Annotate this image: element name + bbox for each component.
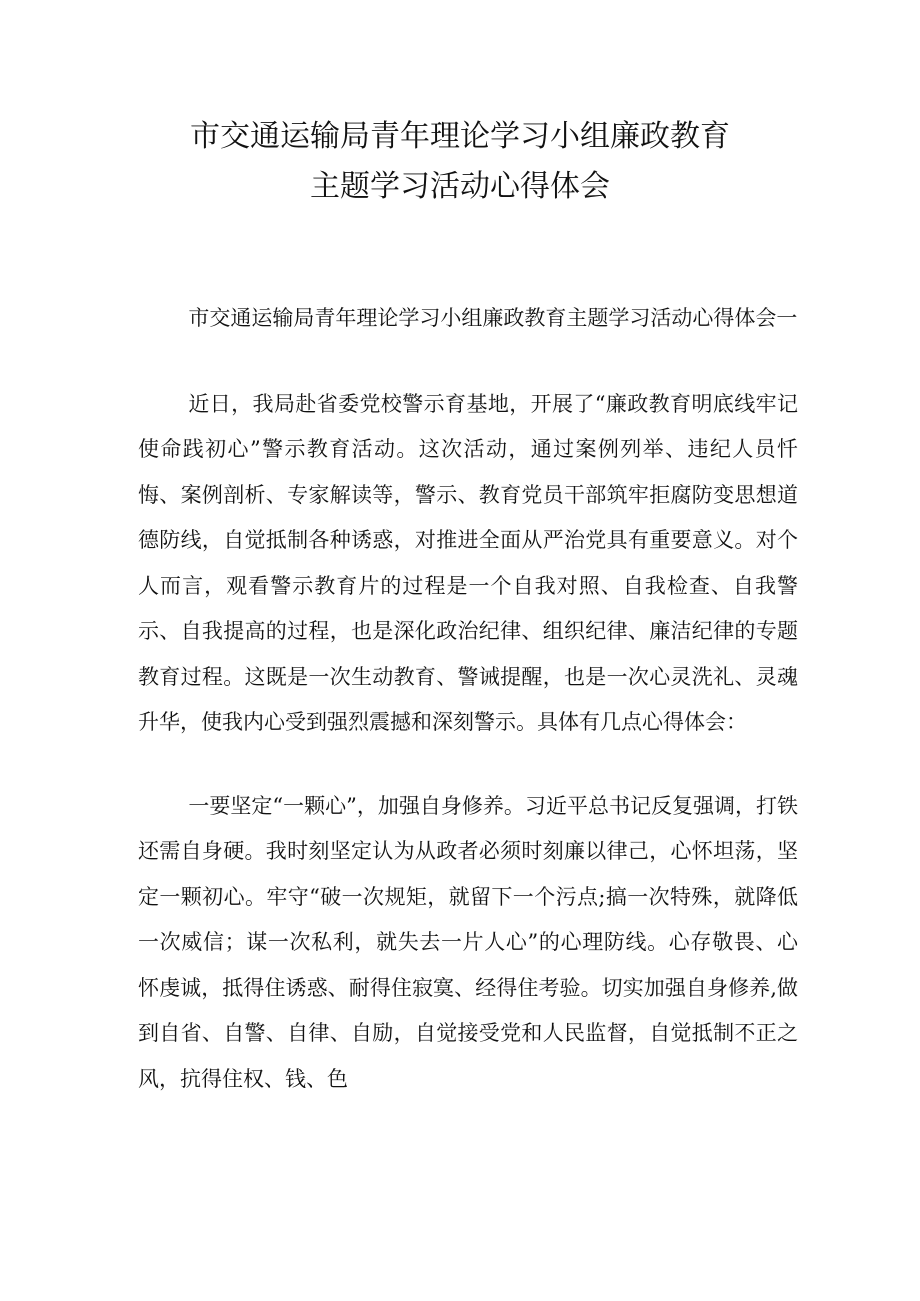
document-body [138, 296, 798, 1102]
title-line-1: 市交通运输局青年理论学习小组廉政教育 [190, 119, 730, 154]
title-line-2: 主题学习活动心得体会 [310, 169, 610, 204]
paragraph-intro: 近日，我局赴省委党校警示育基地，开展了“廉政教育明底线牢记使命践初心”警示教育活动。这次活动，通过案例列举、违纪人员忏悔、案例剖析、专家解读等，警示、教育党员干部筑牢拒腐防变思想道德防线，自觉抵制各种诱惑，对推进全面从严治党具有重要意义。对个人而言，观看警示教育片的过程是一个自我对照、自我检查、自我警示、自我提高的过程，也是深化政治纪律、组织纪律、廉洁纪律的专题教育过程。这既是一次生动教育、警诫提醒，也是一次心灵洗礼、灵魂升华，使我内心受到强烈震撼和深刻警示。具体有几点心得体会： [138, 391, 798, 734]
document-title [100, 112, 820, 212]
paragraph-subtitle: 市交通运输局青年理论学习小组廉政教育主题学习活动心得体会一 [188, 306, 798, 330]
paragraph-point-one: 一要坚定“一颗心”，加强自身修养。习近平总书记反复强调，打铁还需自身硬。我时刻坚定认为从政者必须时刻廉以律己，心怀坦荡，坚定一颗初心。牢守“破一次规矩，就留下一个污点;搞一次特殊，就降低一次威信；谋一次私利，就失去一片人心”的心理防线。心存敬畏、心怀虔诚，抵得住诱惑、耐得住寂寞、经得住考验。切实加强自身修养,做到自省、自警、自律、自励，自觉接受党和人民监督，自觉抵制不正之风，抗得住权、钱、色 [138, 793, 798, 1091]
